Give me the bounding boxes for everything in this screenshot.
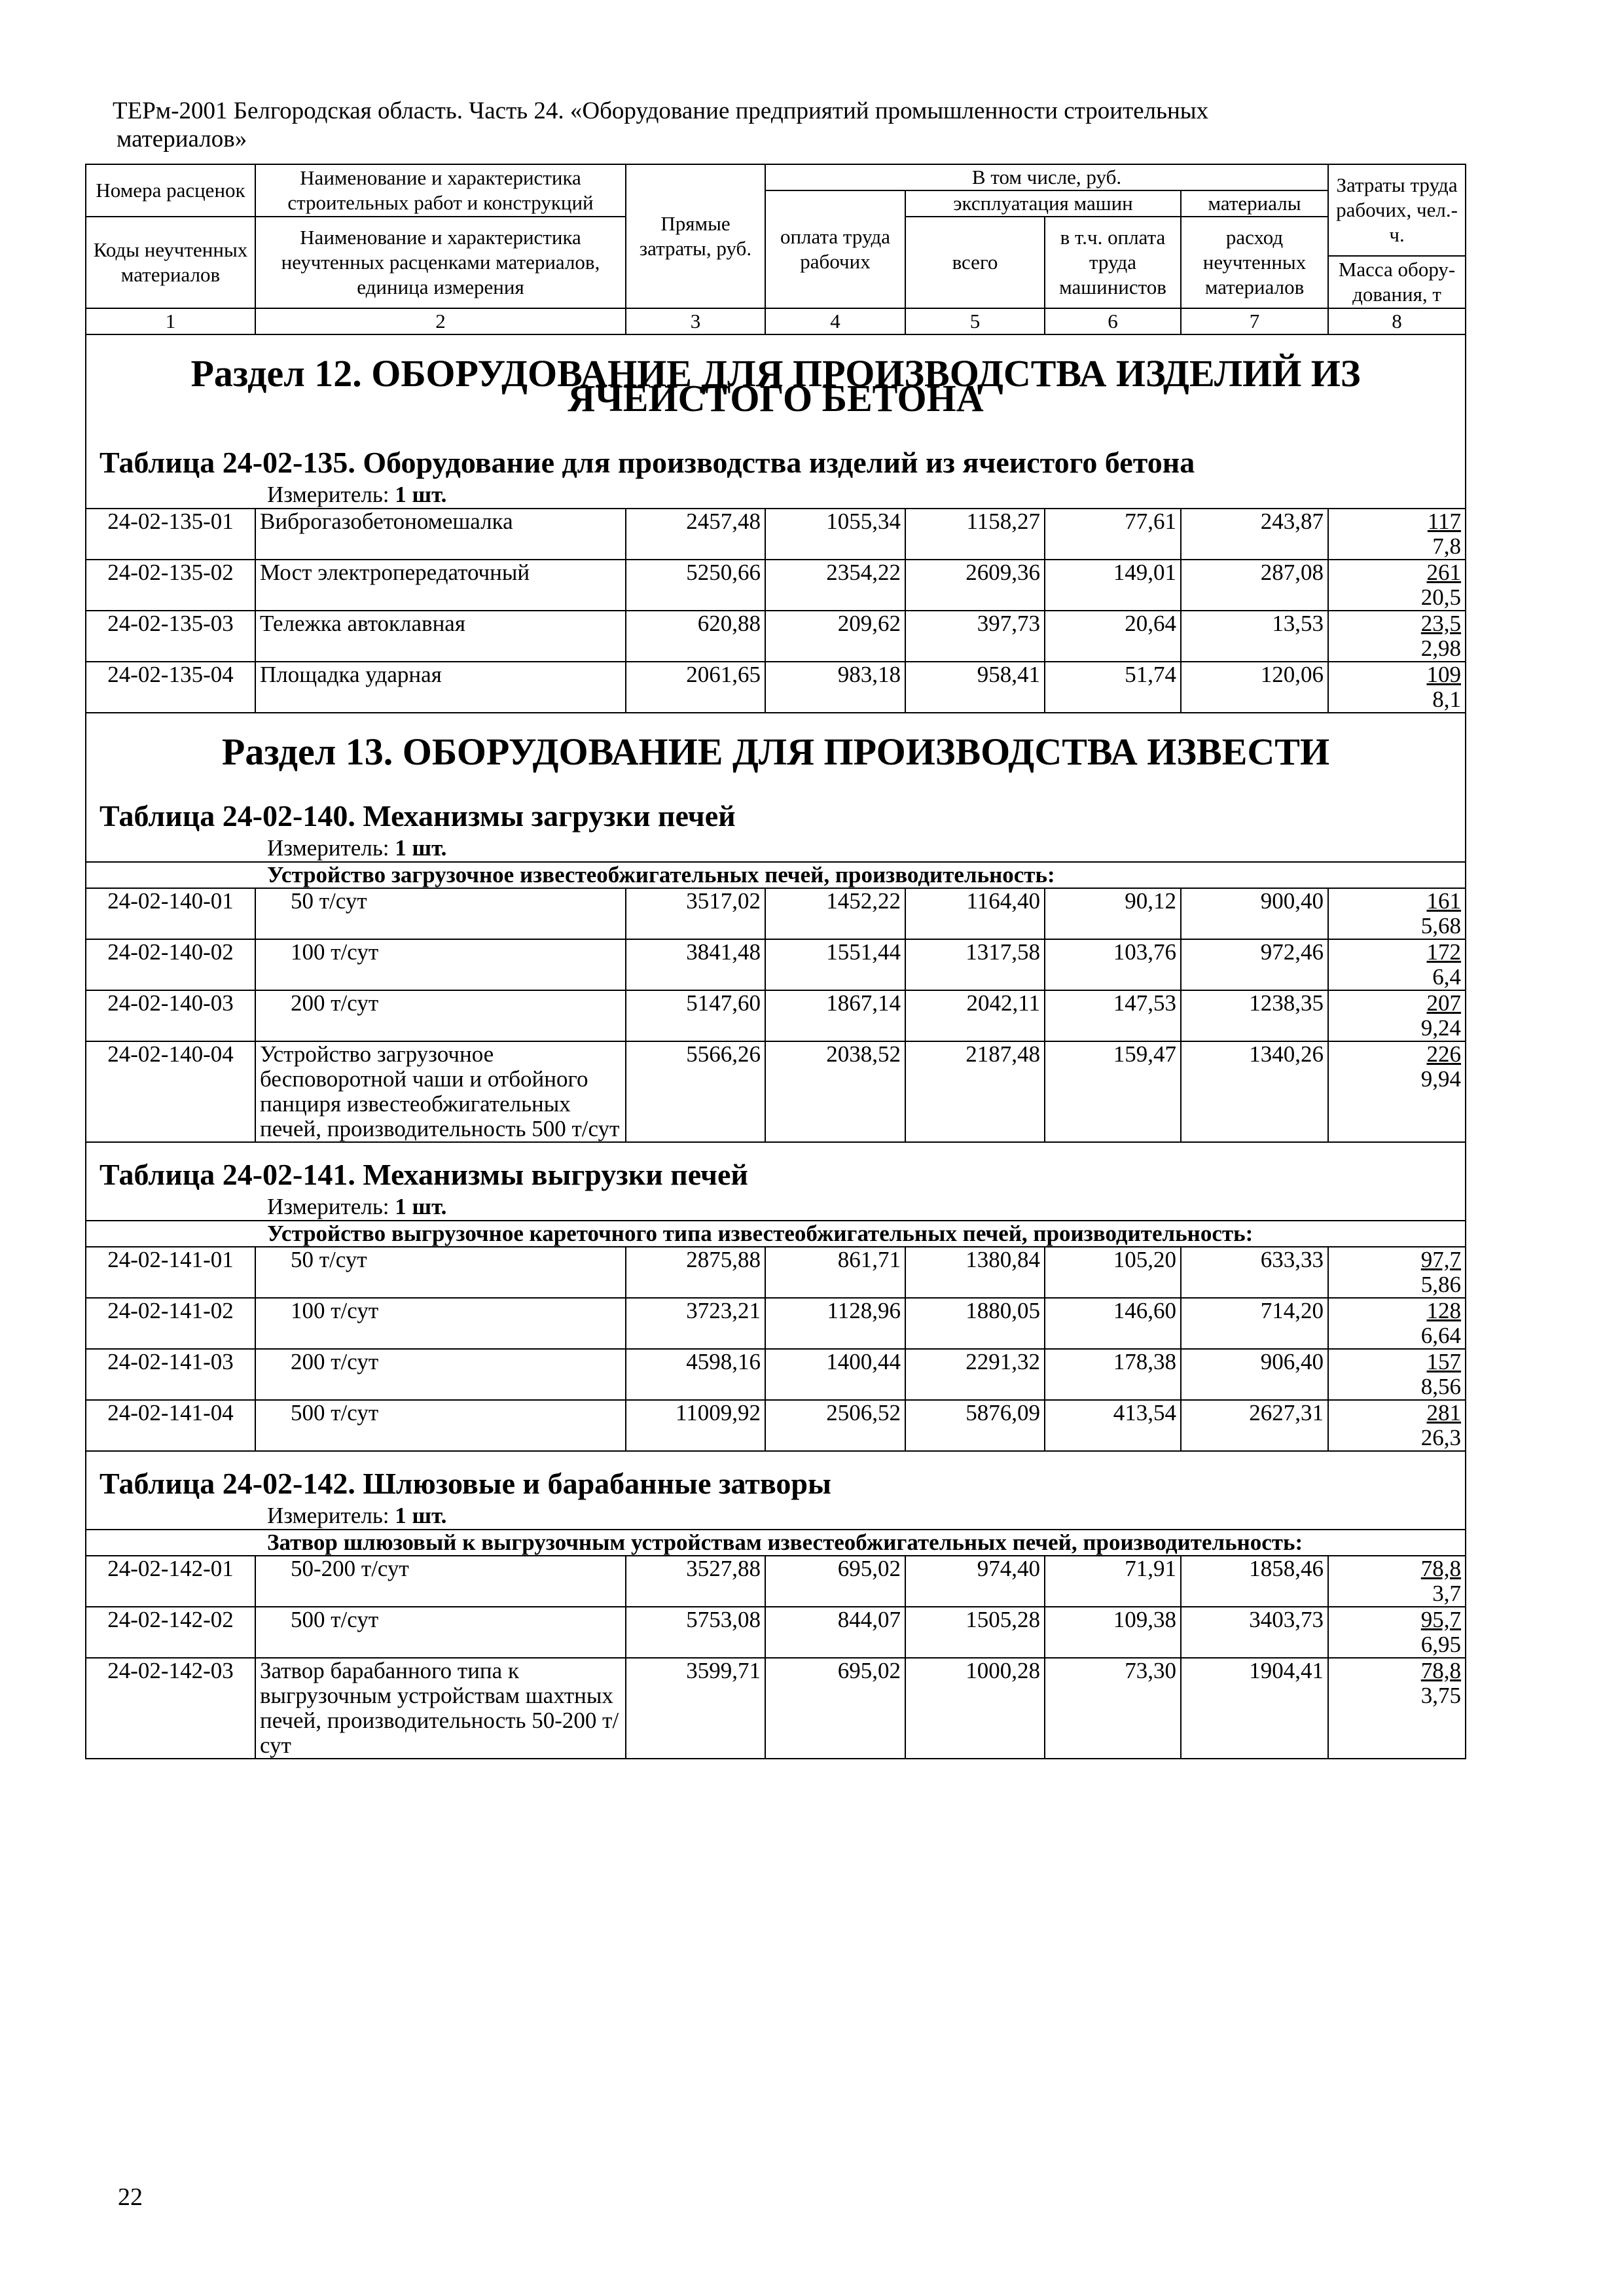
labor-mass-cell bbox=[1328, 1041, 1466, 1142]
cell-mach-total: 1880,05 bbox=[905, 1298, 1045, 1349]
cell-materials: 1904,41 bbox=[1181, 1658, 1328, 1759]
cell-mach-pay: 51,74 bbox=[1045, 662, 1181, 713]
cell-direct: 3517,02 bbox=[626, 888, 765, 939]
col-num-3: 3 bbox=[626, 308, 765, 334]
measure-row bbox=[86, 1503, 1466, 1530]
equipment-mass: 3,7 bbox=[1432, 1581, 1462, 1606]
measure-row bbox=[86, 1194, 1466, 1221]
labor-hours: 109 bbox=[1426, 662, 1462, 687]
cell-mach-total: 2291,32 bbox=[905, 1349, 1045, 1400]
rate-code: 24-02-142-03 bbox=[86, 1658, 255, 1759]
table-title-row bbox=[86, 1451, 1466, 1503]
equipment-mass: 9,24 bbox=[1420, 1015, 1462, 1041]
cell-materials: 1858,46 bbox=[1181, 1556, 1328, 1607]
table-row bbox=[86, 1041, 1466, 1142]
col-num-2: 2 bbox=[255, 308, 626, 334]
cell-mach-pay: 71,91 bbox=[1045, 1556, 1181, 1607]
equipment-mass: 9,94 bbox=[1420, 1066, 1462, 1092]
equipment-mass: 8,1 bbox=[1432, 687, 1462, 712]
measure-unit bbox=[86, 835, 1466, 862]
col-num-4: 4 bbox=[765, 308, 905, 334]
table-row bbox=[86, 560, 1466, 611]
rate-code: 24-02-135-01 bbox=[86, 509, 255, 560]
cell-mach-pay: 178,38 bbox=[1045, 1349, 1181, 1400]
labor-hours: 117 bbox=[1427, 509, 1462, 534]
col2-top: Наименование и характеристика строительных работ и конструкций bbox=[255, 164, 626, 217]
cell-direct: 3527,88 bbox=[626, 1556, 765, 1607]
table-row bbox=[86, 509, 1466, 560]
cell-direct: 5753,08 bbox=[626, 1607, 765, 1658]
table-title-row bbox=[86, 784, 1466, 835]
header-row-1 bbox=[86, 164, 1466, 190]
labor-hours-line bbox=[1333, 1607, 1461, 1632]
equipment-mass: 5,68 bbox=[1420, 913, 1462, 939]
header-line-1: ТЕРм-2001 Белгородская область. Часть 24. «Оборудование предприятий промышленности строительных bbox=[113, 98, 1209, 124]
rate-name: Площадка ударная bbox=[255, 662, 626, 713]
table-row bbox=[86, 662, 1466, 713]
labor-hours-line bbox=[1333, 662, 1461, 687]
cell-mach-total: 2609,36 bbox=[905, 560, 1045, 611]
cell-mach-pay: 149,01 bbox=[1045, 560, 1181, 611]
cell-materials: 906,40 bbox=[1181, 1349, 1328, 1400]
labor-hours-line bbox=[1333, 1042, 1461, 1067]
table-row bbox=[86, 939, 1466, 990]
cell-mach-pay: 147,53 bbox=[1045, 990, 1181, 1041]
equipment-mass: 8,56 bbox=[1420, 1374, 1462, 1399]
labor-hours: 95,7 bbox=[1420, 1607, 1462, 1632]
measure-row bbox=[86, 482, 1466, 509]
labor-mass-cell bbox=[1328, 939, 1466, 990]
labor-hours-line bbox=[1333, 1350, 1461, 1374]
header-line-2: материалов» bbox=[117, 126, 247, 152]
cell-labor-pay: 983,18 bbox=[765, 662, 905, 713]
table-title: Таблица 24-02-140. Механизмы загрузки печей bbox=[86, 784, 1466, 835]
rate-code: 24-02-140-03 bbox=[86, 990, 255, 1041]
labor-hours-line bbox=[1333, 940, 1461, 965]
equipment-mass: 6,4 bbox=[1432, 964, 1462, 990]
labor-hours-line bbox=[1333, 1659, 1461, 1683]
measure-label: Измеритель: bbox=[267, 1194, 389, 1219]
cell-mach-total: 2042,11 bbox=[905, 990, 1045, 1041]
cell-labor-pay: 861,71 bbox=[765, 1247, 905, 1298]
cell-mach-total: 1380,84 bbox=[905, 1247, 1045, 1298]
rate-name: 50 т/сут bbox=[255, 888, 626, 939]
section-title: Раздел 12. ОБОРУДОВАНИЕ ДЛЯ ПРОИЗВОДСТВА ИЗДЕЛИЙ ИЗ ЯЧЕИСТОГО БЕТОНА bbox=[86, 334, 1466, 431]
cell-labor-pay: 1551,44 bbox=[765, 939, 905, 990]
rate-name: 100 т/сут bbox=[255, 939, 626, 990]
rate-code: 24-02-142-02 bbox=[86, 1607, 255, 1658]
cell-direct: 3723,21 bbox=[626, 1298, 765, 1349]
labor-mass-cell bbox=[1328, 1400, 1466, 1451]
table-title: Таблица 24-02-141. Механизмы выгрузки печей bbox=[86, 1142, 1466, 1194]
table-row bbox=[86, 990, 1466, 1041]
cell-mach-pay: 103,76 bbox=[1045, 939, 1181, 990]
column-numbers-row bbox=[86, 308, 1466, 334]
cell-mach-total: 2187,48 bbox=[905, 1041, 1045, 1142]
cell-labor-pay: 844,07 bbox=[765, 1607, 905, 1658]
measure-label: Измеритель: bbox=[267, 482, 389, 507]
equipment-mass: 6,95 bbox=[1420, 1632, 1462, 1657]
materials-header: материалы bbox=[1181, 190, 1328, 217]
labor-mass-cell bbox=[1328, 611, 1466, 662]
cell-labor-pay: 1128,96 bbox=[765, 1298, 905, 1349]
cell-direct: 2061,65 bbox=[626, 662, 765, 713]
rate-code: 24-02-142-01 bbox=[86, 1556, 255, 1607]
cell-labor-pay: 695,02 bbox=[765, 1556, 905, 1607]
cell-mach-pay: 146,60 bbox=[1045, 1298, 1181, 1349]
cell-materials: 2627,31 bbox=[1181, 1400, 1328, 1451]
labor-mass-cell bbox=[1328, 990, 1466, 1041]
cell-mach-total: 1164,40 bbox=[905, 888, 1045, 939]
rate-code: 24-02-141-03 bbox=[86, 1349, 255, 1400]
col-num-8: 8 bbox=[1328, 308, 1466, 334]
labor-hours: 261 bbox=[1426, 560, 1462, 585]
rate-name: Виброгазобетономешалка bbox=[255, 509, 626, 560]
cell-labor-pay: 1055,34 bbox=[765, 509, 905, 560]
rate-name: 50-200 т/сут bbox=[255, 1556, 626, 1607]
incl-header: В том числе, руб. bbox=[765, 164, 1328, 190]
rates-table bbox=[85, 164, 1466, 1759]
cell-mach-pay: 105,20 bbox=[1045, 1247, 1181, 1298]
page-number: 22 bbox=[118, 2183, 143, 2211]
col7-header: расход неучтенных материалов bbox=[1181, 217, 1328, 308]
labor-hours: 78,8 bbox=[1420, 1556, 1462, 1581]
cell-direct: 620,88 bbox=[626, 611, 765, 662]
labor-hours-line bbox=[1333, 991, 1461, 1016]
labor-hours-line bbox=[1333, 509, 1461, 534]
cell-materials: 120,06 bbox=[1181, 662, 1328, 713]
col8-top: Затраты труда рабочих, чел.-ч. bbox=[1328, 164, 1466, 256]
measure-row bbox=[86, 835, 1466, 862]
labor-mass-cell bbox=[1328, 662, 1466, 713]
cell-labor-pay: 2354,22 bbox=[765, 560, 905, 611]
cell-mach-total: 1000,28 bbox=[905, 1658, 1045, 1759]
rate-name: Устройство загрузочное бесповоротной чаши и отбойного панциря известеобжигательных печей, производительность 500 т/сут bbox=[255, 1041, 626, 1142]
cell-labor-pay: 695,02 bbox=[765, 1658, 905, 1759]
cell-mach-pay: 77,61 bbox=[1045, 509, 1181, 560]
labor-hours: 161 bbox=[1426, 888, 1462, 914]
labor-hours-line bbox=[1333, 611, 1461, 636]
cell-direct: 4598,16 bbox=[626, 1349, 765, 1400]
section-title: Раздел 13. ОБОРУДОВАНИЕ ДЛЯ ПРОИЗВОДСТВА ИЗВЕСТИ bbox=[86, 713, 1466, 784]
cell-mach-pay: 73,30 bbox=[1045, 1658, 1181, 1759]
cell-direct: 3841,48 bbox=[626, 939, 765, 990]
measure-unit bbox=[86, 482, 1466, 509]
measure-unit bbox=[86, 1503, 1466, 1530]
rate-code: 24-02-141-04 bbox=[86, 1400, 255, 1451]
table-row bbox=[86, 1298, 1466, 1349]
labor-mass-cell bbox=[1328, 1247, 1466, 1298]
measure-value: 1 шт. bbox=[395, 1503, 447, 1528]
cell-direct: 11009,92 bbox=[626, 1400, 765, 1451]
cell-materials: 1238,35 bbox=[1181, 990, 1328, 1041]
cell-direct: 3599,71 bbox=[626, 1658, 765, 1759]
cell-mach-total: 5876,09 bbox=[905, 1400, 1045, 1451]
col6-header: в т.ч. оплата труда машинистов bbox=[1045, 217, 1181, 308]
cell-labor-pay: 2038,52 bbox=[765, 1041, 905, 1142]
cell-materials: 13,53 bbox=[1181, 611, 1328, 662]
cell-direct: 5147,60 bbox=[626, 990, 765, 1041]
measure-label: Измеритель: bbox=[267, 835, 389, 861]
measure-unit bbox=[86, 1194, 1466, 1221]
equipment-mass: 5,86 bbox=[1420, 1272, 1462, 1297]
labor-hours: 78,8 bbox=[1420, 1658, 1462, 1683]
cell-mach-pay: 90,12 bbox=[1045, 888, 1181, 939]
cell-labor-pay: 2506,52 bbox=[765, 1400, 905, 1451]
col2-bottom: Наименование и характеристика неучтенных расценками материалов, единица измерения bbox=[255, 217, 626, 308]
cell-direct: 5250,66 bbox=[626, 560, 765, 611]
rate-name: Затвор барабанного типа к выгрузочным устройствам шахтных печей, производительность 50-200 т/сут bbox=[255, 1658, 626, 1759]
rate-code: 24-02-141-02 bbox=[86, 1298, 255, 1349]
labor-hours-line bbox=[1333, 1556, 1461, 1581]
measure-value: 1 шт. bbox=[395, 1194, 447, 1219]
cell-labor-pay: 1867,14 bbox=[765, 990, 905, 1041]
cell-direct: 5566,26 bbox=[626, 1041, 765, 1142]
col-num-5: 5 bbox=[905, 308, 1045, 334]
labor-hours: 97,7 bbox=[1420, 1247, 1462, 1272]
cell-labor-pay: 1452,22 bbox=[765, 888, 905, 939]
cell-labor-pay: 209,62 bbox=[765, 611, 905, 662]
section-row bbox=[86, 713, 1466, 784]
document-header bbox=[113, 97, 1435, 153]
group-heading: Устройство загрузочное известеобжигательных печей, производительность: bbox=[86, 862, 1466, 888]
col-num-6: 6 bbox=[1045, 308, 1181, 334]
cell-direct: 2457,48 bbox=[626, 509, 765, 560]
col1-top: Номера расценок bbox=[86, 164, 255, 217]
group-heading: Затвор шлюзовый к выгрузочным устройствам известеобжигательных печей, производительность: bbox=[86, 1530, 1466, 1556]
rate-name: 200 т/сут bbox=[255, 990, 626, 1041]
rate-code: 24-02-135-03 bbox=[86, 611, 255, 662]
cell-materials: 714,20 bbox=[1181, 1298, 1328, 1349]
col1-bottom: Коды неучтенных материалов bbox=[86, 217, 255, 308]
equipment-mass: 3,75 bbox=[1420, 1683, 1462, 1708]
labor-hours: 172 bbox=[1426, 939, 1462, 965]
table-row bbox=[86, 888, 1466, 939]
cell-materials: 243,87 bbox=[1181, 509, 1328, 560]
cell-materials: 3403,73 bbox=[1181, 1607, 1328, 1658]
rate-name: 500 т/сут bbox=[255, 1400, 626, 1451]
labor-mass-cell bbox=[1328, 1298, 1466, 1349]
group-row bbox=[86, 1530, 1466, 1556]
equipment-mass: 6,64 bbox=[1420, 1323, 1462, 1348]
rate-name: 50 т/сут bbox=[255, 1247, 626, 1298]
cell-materials: 900,40 bbox=[1181, 888, 1328, 939]
labor-mass-cell bbox=[1328, 1607, 1466, 1658]
labor-hours: 23,5 bbox=[1420, 611, 1462, 636]
col3-header: Прямые затраты, руб. bbox=[626, 164, 765, 308]
cell-mach-total: 974,40 bbox=[905, 1556, 1045, 1607]
table-row bbox=[86, 1349, 1466, 1400]
rate-code: 24-02-141-01 bbox=[86, 1247, 255, 1298]
group-row bbox=[86, 862, 1466, 888]
labor-hours-line bbox=[1333, 1299, 1461, 1323]
table-row bbox=[86, 1658, 1466, 1759]
labor-hours-line bbox=[1333, 1247, 1461, 1272]
col8-bottom: Масса обору-дования, т bbox=[1328, 256, 1466, 308]
cell-mach-total: 397,73 bbox=[905, 611, 1045, 662]
rate-code: 24-02-140-01 bbox=[86, 888, 255, 939]
cell-mach-pay: 413,54 bbox=[1045, 1400, 1181, 1451]
group-heading: Устройство выгрузочное кареточного типа известеобжигательных печей, производительность: bbox=[86, 1221, 1466, 1247]
equipment-mass: 20,5 bbox=[1420, 584, 1462, 610]
table-row bbox=[86, 1556, 1466, 1607]
rate-name: Мост электропередаточный bbox=[255, 560, 626, 611]
cell-labor-pay: 1400,44 bbox=[765, 1349, 905, 1400]
equipment-mass: 26,3 bbox=[1420, 1425, 1462, 1450]
cell-mach-total: 958,41 bbox=[905, 662, 1045, 713]
table-title-row bbox=[86, 431, 1466, 482]
labor-mass-cell bbox=[1328, 560, 1466, 611]
table-row bbox=[86, 1607, 1466, 1658]
rate-name: 500 т/сут bbox=[255, 1607, 626, 1658]
rate-name: 200 т/сут bbox=[255, 1349, 626, 1400]
equipment-mass: 7,8 bbox=[1432, 533, 1462, 559]
rate-code: 24-02-140-02 bbox=[86, 939, 255, 990]
labor-mass-cell bbox=[1328, 1658, 1466, 1759]
labor-hours: 207 bbox=[1426, 990, 1462, 1016]
cell-materials: 972,46 bbox=[1181, 939, 1328, 990]
rate-code: 24-02-140-04 bbox=[86, 1041, 255, 1142]
measure-label: Измеритель: bbox=[267, 1503, 389, 1528]
labor-mass-cell bbox=[1328, 1349, 1466, 1400]
cell-mach-pay: 20,64 bbox=[1045, 611, 1181, 662]
measure-value: 1 шт. bbox=[395, 482, 447, 507]
cell-materials: 1340,26 bbox=[1181, 1041, 1328, 1142]
labor-hours: 281 bbox=[1426, 1400, 1462, 1426]
table-title-row bbox=[86, 1142, 1466, 1194]
rate-code: 24-02-135-04 bbox=[86, 662, 255, 713]
cell-mach-total: 1317,58 bbox=[905, 939, 1045, 990]
col5-header: всего bbox=[905, 217, 1045, 308]
group-row bbox=[86, 1221, 1466, 1247]
table-row bbox=[86, 1400, 1466, 1451]
table-title: Таблица 24-02-142. Шлюзовые и барабанные затворы bbox=[86, 1451, 1466, 1503]
table-row bbox=[86, 611, 1466, 662]
rate-name: Тележка автоклавная bbox=[255, 611, 626, 662]
cell-materials: 633,33 bbox=[1181, 1247, 1328, 1298]
labor-hours-line bbox=[1333, 889, 1461, 914]
cell-mach-total: 1158,27 bbox=[905, 509, 1045, 560]
machines-header: эксплуатация машин bbox=[905, 190, 1181, 217]
table-row bbox=[86, 1247, 1466, 1298]
cell-materials: 287,08 bbox=[1181, 560, 1328, 611]
table-title: Таблица 24-02-135. Оборудование для производства изделий из ячеистого бетона bbox=[86, 431, 1466, 482]
cell-mach-total: 1505,28 bbox=[905, 1607, 1045, 1658]
labor-mass-cell bbox=[1328, 888, 1466, 939]
equipment-mass: 2,98 bbox=[1420, 636, 1462, 661]
labor-hours-line bbox=[1333, 1401, 1461, 1426]
rate-name: 100 т/сут bbox=[255, 1298, 626, 1349]
col-num-7: 7 bbox=[1181, 308, 1328, 334]
labor-hours: 128 bbox=[1426, 1298, 1462, 1323]
labor-hours: 157 bbox=[1426, 1349, 1462, 1374]
section-row bbox=[86, 334, 1466, 431]
cell-mach-pay: 159,47 bbox=[1045, 1041, 1181, 1142]
rate-code: 24-02-135-02 bbox=[86, 560, 255, 611]
labor-hours: 226 bbox=[1426, 1041, 1462, 1067]
col4-header: оплата труда рабочих bbox=[765, 190, 905, 308]
measure-value: 1 шт. bbox=[395, 835, 447, 861]
labor-mass-cell bbox=[1328, 509, 1466, 560]
cell-direct: 2875,88 bbox=[626, 1247, 765, 1298]
col-num-1: 1 bbox=[86, 308, 255, 334]
labor-mass-cell bbox=[1328, 1556, 1466, 1607]
labor-hours-line bbox=[1333, 560, 1461, 585]
cell-mach-pay: 109,38 bbox=[1045, 1607, 1181, 1658]
